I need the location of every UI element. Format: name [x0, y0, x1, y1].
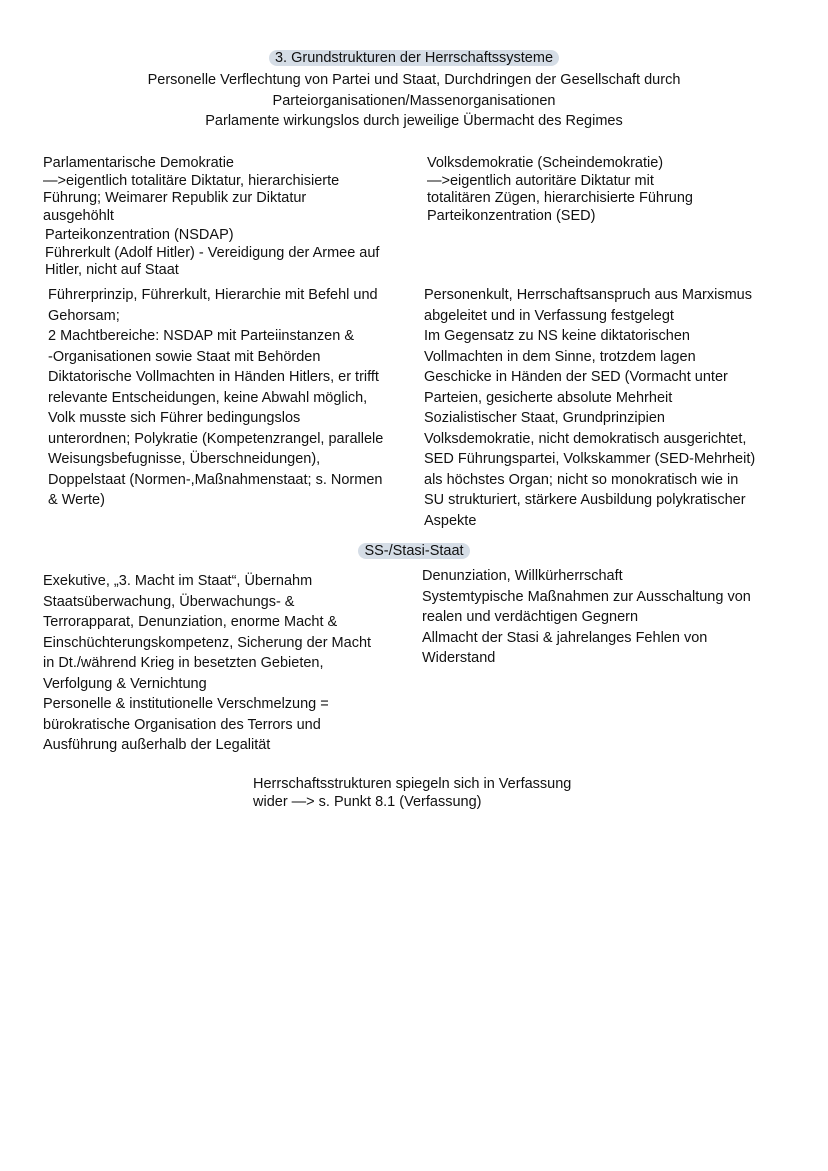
- text-line: -Organisationen sowie Staat mit Behörden: [48, 348, 321, 365]
- text-line: Systemtypische Maßnahmen zur Ausschaltung von: [422, 588, 751, 605]
- text-line: in Dt./während Krieg in besetzten Gebieten,: [43, 655, 324, 671]
- right-mid-block: [424, 285, 755, 531]
- text-line: Geschicke in Händen der SED (Vormacht unter: [424, 369, 728, 385]
- left-bottom-block: [43, 571, 371, 756]
- text-line: totalitären Zügen, hierarchisierte Führung: [427, 190, 693, 206]
- text-line: Parteikonzentration (SED): [427, 207, 596, 224]
- text-line: realen und verdächtigen Gegnern: [422, 609, 639, 625]
- intro-line: Personelle Verflechtung von Partei und Staat, Durchdringen der Gesellschaft durch: [147, 72, 681, 88]
- section-subtitle: [0, 541, 828, 562]
- text-line: & Werte): [48, 492, 105, 508]
- text-line: Parlamentarische Demokratie: [43, 155, 234, 171]
- footer-note: [253, 776, 571, 811]
- text-line: Doppelstaat (Normen-,Maßnahmenstaat; s. Normen: [48, 471, 383, 488]
- text-line: Aspekte: [424, 512, 477, 529]
- intro-line: Parteiorganisationen/Massenorganisationen: [272, 92, 556, 109]
- text-line: Personenkult, Herrschaftsanspruch aus Marxismus: [424, 287, 752, 303]
- text-line: Personelle & institutionelle Verschmelzung =: [43, 696, 329, 712]
- text-line: Vollmachten in dem Sinne, trotzdem lagen: [424, 348, 696, 365]
- text-line: —>eigentlich totalitäre Diktatur, hierarchisierte: [43, 172, 340, 189]
- text-line: ausgehöhlt: [43, 207, 114, 224]
- text-line: Ausführung außerhalb der Legalität: [43, 737, 271, 753]
- text-line: —>eigentlich autoritäre Diktatur mit: [427, 172, 654, 189]
- text-line: Verfolgung & Vernichtung: [43, 675, 207, 692]
- text-line: Gehorsam;: [48, 307, 120, 324]
- text-line: Widerstand: [422, 650, 496, 666]
- right-bottom-block: [422, 566, 751, 669]
- text-line: wider —> s. Punkt 8.1 (Verfassung): [253, 793, 482, 810]
- text-line: Führerkult (Adolf Hitler) - Vereidigung der Armee auf: [45, 244, 380, 261]
- text-line: Denunziation, Willkürherrschaft: [422, 568, 623, 584]
- text-line: als höchstes Organ; nicht so monokratisch wie in: [424, 471, 739, 488]
- text-line: relevante Entscheidungen, keine Abwahl möglich,: [48, 389, 368, 406]
- text-line: Volksdemokratie (Scheindemokratie): [427, 155, 664, 171]
- section-title-highlight: 3. Grundstrukturen der Herrschaftssysteme: [269, 50, 559, 66]
- text-line: Herrschaftsstrukturen spiegeln sich in Verfassung: [253, 776, 572, 792]
- text-line: unterordnen; Polykratie (Kompetenzrangel, parallele: [48, 430, 384, 447]
- text-line: Führung; Weimarer Republik zur Diktatur: [43, 190, 307, 206]
- text-line: Volk musste sich Führer bedingungslos: [48, 410, 301, 426]
- right-top-block: [427, 155, 693, 225]
- left-mid-block: [48, 285, 383, 511]
- text-line: Allmacht der Stasi & jahrelanges Fehlen von: [422, 629, 708, 646]
- intro-text: [0, 70, 828, 132]
- text-line: Parteikonzentration (NSDAP): [45, 227, 234, 243]
- text-line: Staatsüberwachung, Überwachungs- &: [43, 593, 295, 610]
- text-line: Führerprinzip, Führerkult, Hierarchie mit Befehl und: [48, 287, 378, 303]
- section-title: [0, 48, 828, 69]
- text-line: abgeleitet und in Verfassung festgelegt: [424, 307, 674, 324]
- left-top-block-a: [43, 155, 339, 225]
- text-line: Hitler, nicht auf Staat: [45, 262, 179, 278]
- left-top-block-b: [45, 227, 379, 280]
- text-line: bürokratische Organisation des Terrors und: [43, 716, 321, 733]
- text-line: Weisungsbefugnisse, Überschneidungen),: [48, 451, 321, 467]
- text-line: 2 Machtbereiche: NSDAP mit Parteiinstanzen &: [48, 328, 354, 344]
- text-line: Diktatorische Vollmachten in Händen Hitlers, er trifft: [48, 369, 379, 385]
- text-line: Einschüchterungskompetenz, Sicherung der Macht: [43, 634, 372, 651]
- text-line: Volksdemokratie, nicht demokratisch ausgerichtet,: [424, 430, 747, 447]
- text-line: Parteien, gesicherte absolute Mehrheit: [424, 389, 673, 406]
- intro-line: Parlamente wirkungslos durch jeweilige Übermacht des Regimes: [205, 113, 623, 129]
- text-line: SU strukturiert, stärkere Ausbildung polykratischer: [424, 492, 746, 508]
- section-subtitle-highlight: SS-/Stasi-Staat: [358, 543, 469, 559]
- text-line: Terrorapparat, Denunziation, enorme Macht &: [43, 614, 338, 630]
- text-line: Sozialistischer Staat, Grundprinzipien: [424, 410, 665, 426]
- text-line: Im Gegensatz zu NS keine diktatorischen: [424, 328, 690, 344]
- text-line: SED Führungspartei, Volkskammer (SED-Mehrheit): [424, 451, 756, 467]
- text-line: Exekutive, „3. Macht im Staat“, Übernahm: [43, 573, 313, 589]
